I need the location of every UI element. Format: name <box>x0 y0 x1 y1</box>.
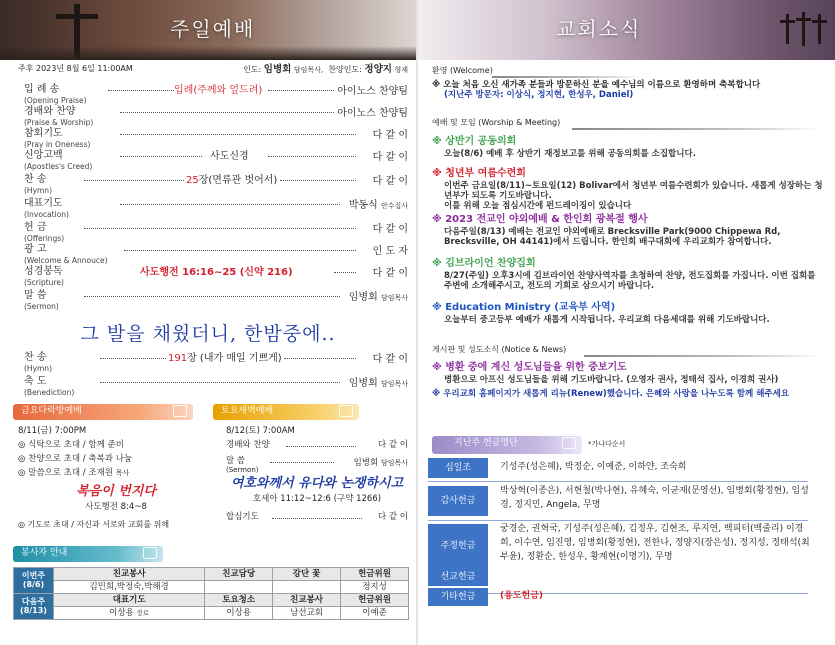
order-item: 광 고 (Welcome & Annouce) 인 도 자 <box>24 244 408 265</box>
table-row: 다음주 (8/13) 대표기도 토요청소 친교봉사 헌금위원 <box>14 594 409 607</box>
page-title: 주일예배 <box>170 17 256 41</box>
list-item: 선교헌금 <box>428 568 808 586</box>
order-item: 대표기도 (Invocation) 박동식 안수집사 <box>24 198 408 219</box>
book-icon <box>173 405 187 417</box>
saturday-service-label: 토요새벽예배 <box>213 404 359 420</box>
closing-hymn: 191장 (내가 매일 기쁘게) <box>168 353 282 364</box>
list-item: 십일조 기성주(성은혜), 박정순, 이예준, 이하얀, 조숙희 <box>428 458 808 478</box>
order-item: 신앙고백 (Apostles's Creed) 사도신경 다 같 이 <box>24 150 408 171</box>
offering-list-label: 지난주 헌금명단 <box>432 436 582 454</box>
book-icon <box>339 405 353 417</box>
offering-note: *가나다순서 <box>588 440 626 448</box>
notice-heading: 게시판 및 성도소식 (Notice & News) <box>432 345 566 355</box>
praise-leader-name: 정양지 <box>364 64 392 75</box>
order-detail: 입례(주께와 엎드려) <box>174 85 263 96</box>
volunteer-guide-label: 봉사자 안내 <box>13 546 163 562</box>
banner-ground <box>0 46 416 60</box>
news-item: ※ Education Ministry (교육부 사역) 오늘부터 중고등부 예배가 새롭게 시작됩니다. 우리교회 다음세대를 위해 기도바랍니다. <box>432 302 770 325</box>
notice-item: ※ 병환 중에 계신 성도님들을 위한 중보기도 병환으로 아프신 성도님들을 위해 기도바랍니다. (오영자 권사, 정태석 집사, 이경희 권사) ※ 우리교회 홈페이지가 새롭게 리뉴(Renew)했습니다. 은혜와 사랑을 나누도록 함께 해주세요 <box>432 362 790 400</box>
order-item: 말 씀 (Sermon) 임병회 담임목사 <box>24 290 408 311</box>
cross-icon <box>818 14 821 44</box>
hymn-number: 25 <box>186 175 199 186</box>
hymn-name: 장(면류관 벗어서) <box>198 175 278 186</box>
friday-service-label: 금요다락방예배 <box>13 404 193 420</box>
order-item: 헌 금 (Offerings) 다 같 이 <box>24 222 408 243</box>
news-title: 교회소식 <box>556 17 642 41</box>
hymn-detail <box>186 175 277 187</box>
scripture-detail: 사도행전 16:16~25 (신약 216) <box>140 267 293 278</box>
table-row: 이상용 장로 이상용 남선교회 이예준 <box>14 607 409 620</box>
table-row: 이번주 (8/6) 친교봉사 친교담당 강단 꽃 헌금위원 <box>14 568 409 581</box>
service-date: 주후 2023년 8월 6일 11:00AM <box>18 64 133 73</box>
cross-beam <box>56 14 98 19</box>
list-item: 감사헌금 박상혁(이종은), 서현철(박나현), 유혜숙, 이균재(문영선), 임병회(황정현), 임성경, 정지민, Angela, 무명 <box>428 486 808 516</box>
service-header <box>18 64 408 75</box>
welcome-heading: 환영 (Welcome) <box>432 66 493 76</box>
list-item: 주정헌금 궁경순, 권혁국, 기성주(성은혜), 김정우, 김현조, 루지연, 백피터(백줄리) 이경희, 이수연, 임진영, 임병회(황정현), 전한나, 정양지(장은성), 정지성, 정태석(최부윤), 정환순, 한성우, 황계현(이명기), 무명 <box>428 524 808 568</box>
sermon-title: 그 발을 채웠더니, 한밤중에.. <box>80 323 336 345</box>
order-item: 축 도 (Benediction) 임병회 담임목사 <box>24 376 408 397</box>
service-leaders: 인도: 임병회 담임목사, 찬양인도: 정양지 형제 <box>243 64 408 75</box>
order-item: 찬 송 (Hymn) 25장(면류관 벗어서) 다 같 이 <box>24 174 408 195</box>
welcome-section: ※ 오늘 처음 오신 새가족 분들과 방문하신 분을 예수님의 이름으로 환영하며 축복합니다 (지난주 방문자: 이상식, 정지현, 한성우, Daniel) <box>432 80 761 101</box>
friday-service: 8/11(금) 7:00PM ◎ 식탁으로 초대 / 함께 준비 ◎ 찬양으로 초대 / 축복과 나눔 ◎ 말씀으로 초대 / 조재원 목사 복음이 번지다 사도행전 8:4~8 ◎ 기도로 초대 / 자신과 서로와 교회를 위해 <box>18 426 214 534</box>
worship-meeting-heading: 예배 및 모임 (Worship & Meeting) <box>432 118 560 128</box>
order-item: 경배와 찬양 (Praise & Worship) 아이노스 찬양팀 <box>24 106 408 127</box>
friday-sermon-title: 복음이 번지다 <box>76 484 156 499</box>
news-item: ※ 김브라이언 찬양집회 8/27(주일) 오후3시에 김브라이언 찬양사역자를 초청하여 찬양, 전도집회를 가집니다. 이번 집회를 주변에 소개해주시고, 전도의 기회로 삼으시기 바랍니다. <box>432 258 816 292</box>
list-item: 기타헌금 (용도헌금) <box>428 588 808 606</box>
table-row: 김민희,박정숙,박해경 정지성 <box>14 581 409 594</box>
book-icon <box>143 547 157 559</box>
news-banner <box>418 0 835 60</box>
order-item: 찬 송 (Hymn) 191장 (내가 매일 기쁘게) 다 같 이 <box>24 352 408 373</box>
left-page <box>0 0 416 645</box>
news-item: ※ 2023 전교인 야외예배 & 한인회 광복절 행사 다음주일(8/13) 예배는 전교인 야외예배로 Brecksville Park(9000 Chippewa Rd, Brecksville, OH 44141)에서 드립니다. 한인회 배구대회에 우리교회가 참여합니다. <box>432 214 781 248</box>
saturday-service: 8/12(토) 7:00AM 경배와 찬양 다 같 이 말 씀 (Sermon) 임병회 담임목사 여호와께서 유다와 논쟁하시고 호세아 11:12~12:6 (구약 1266) 합심기도 다 같 이 <box>226 426 408 522</box>
worship-banner <box>0 0 416 60</box>
leader-name: 임병회 <box>263 64 292 75</box>
news-item: ※ 청년부 여름수련회 이번주 금요일(8/11)~토요일(12) Bolivar에서 청년부 여름수련회가 있습니다. 새롭게 성장하는 청년부가 되도록 기도바랍니다. 이를 위해 오늘 점심시간에 펀드레이징이 있습니다 <box>432 168 823 212</box>
saturday-sermon-title: 여호와께서 유다와 논쟁하시고 <box>230 476 404 491</box>
news-item: ※ 상반기 공동의회 오늘(8/6) 예배 후 상반기 재정보고를 위해 공동의회를 소집합니다. <box>432 136 696 159</box>
order-item: 참회기도 (Pray in Oneness) 다 같 이 <box>24 128 408 149</box>
cross-icon <box>786 14 789 44</box>
book-icon <box>562 437 576 449</box>
volunteer-table <box>13 567 409 620</box>
order-item: 입 례 송 (Opening Praise) 입례(주께와 엎드려) 아이노스 찬양팀 <box>24 84 408 105</box>
order-item: 성경봉독 (Scripture) 사도행전 16:16~25 (신약 216) 다 같 이 <box>24 266 408 287</box>
